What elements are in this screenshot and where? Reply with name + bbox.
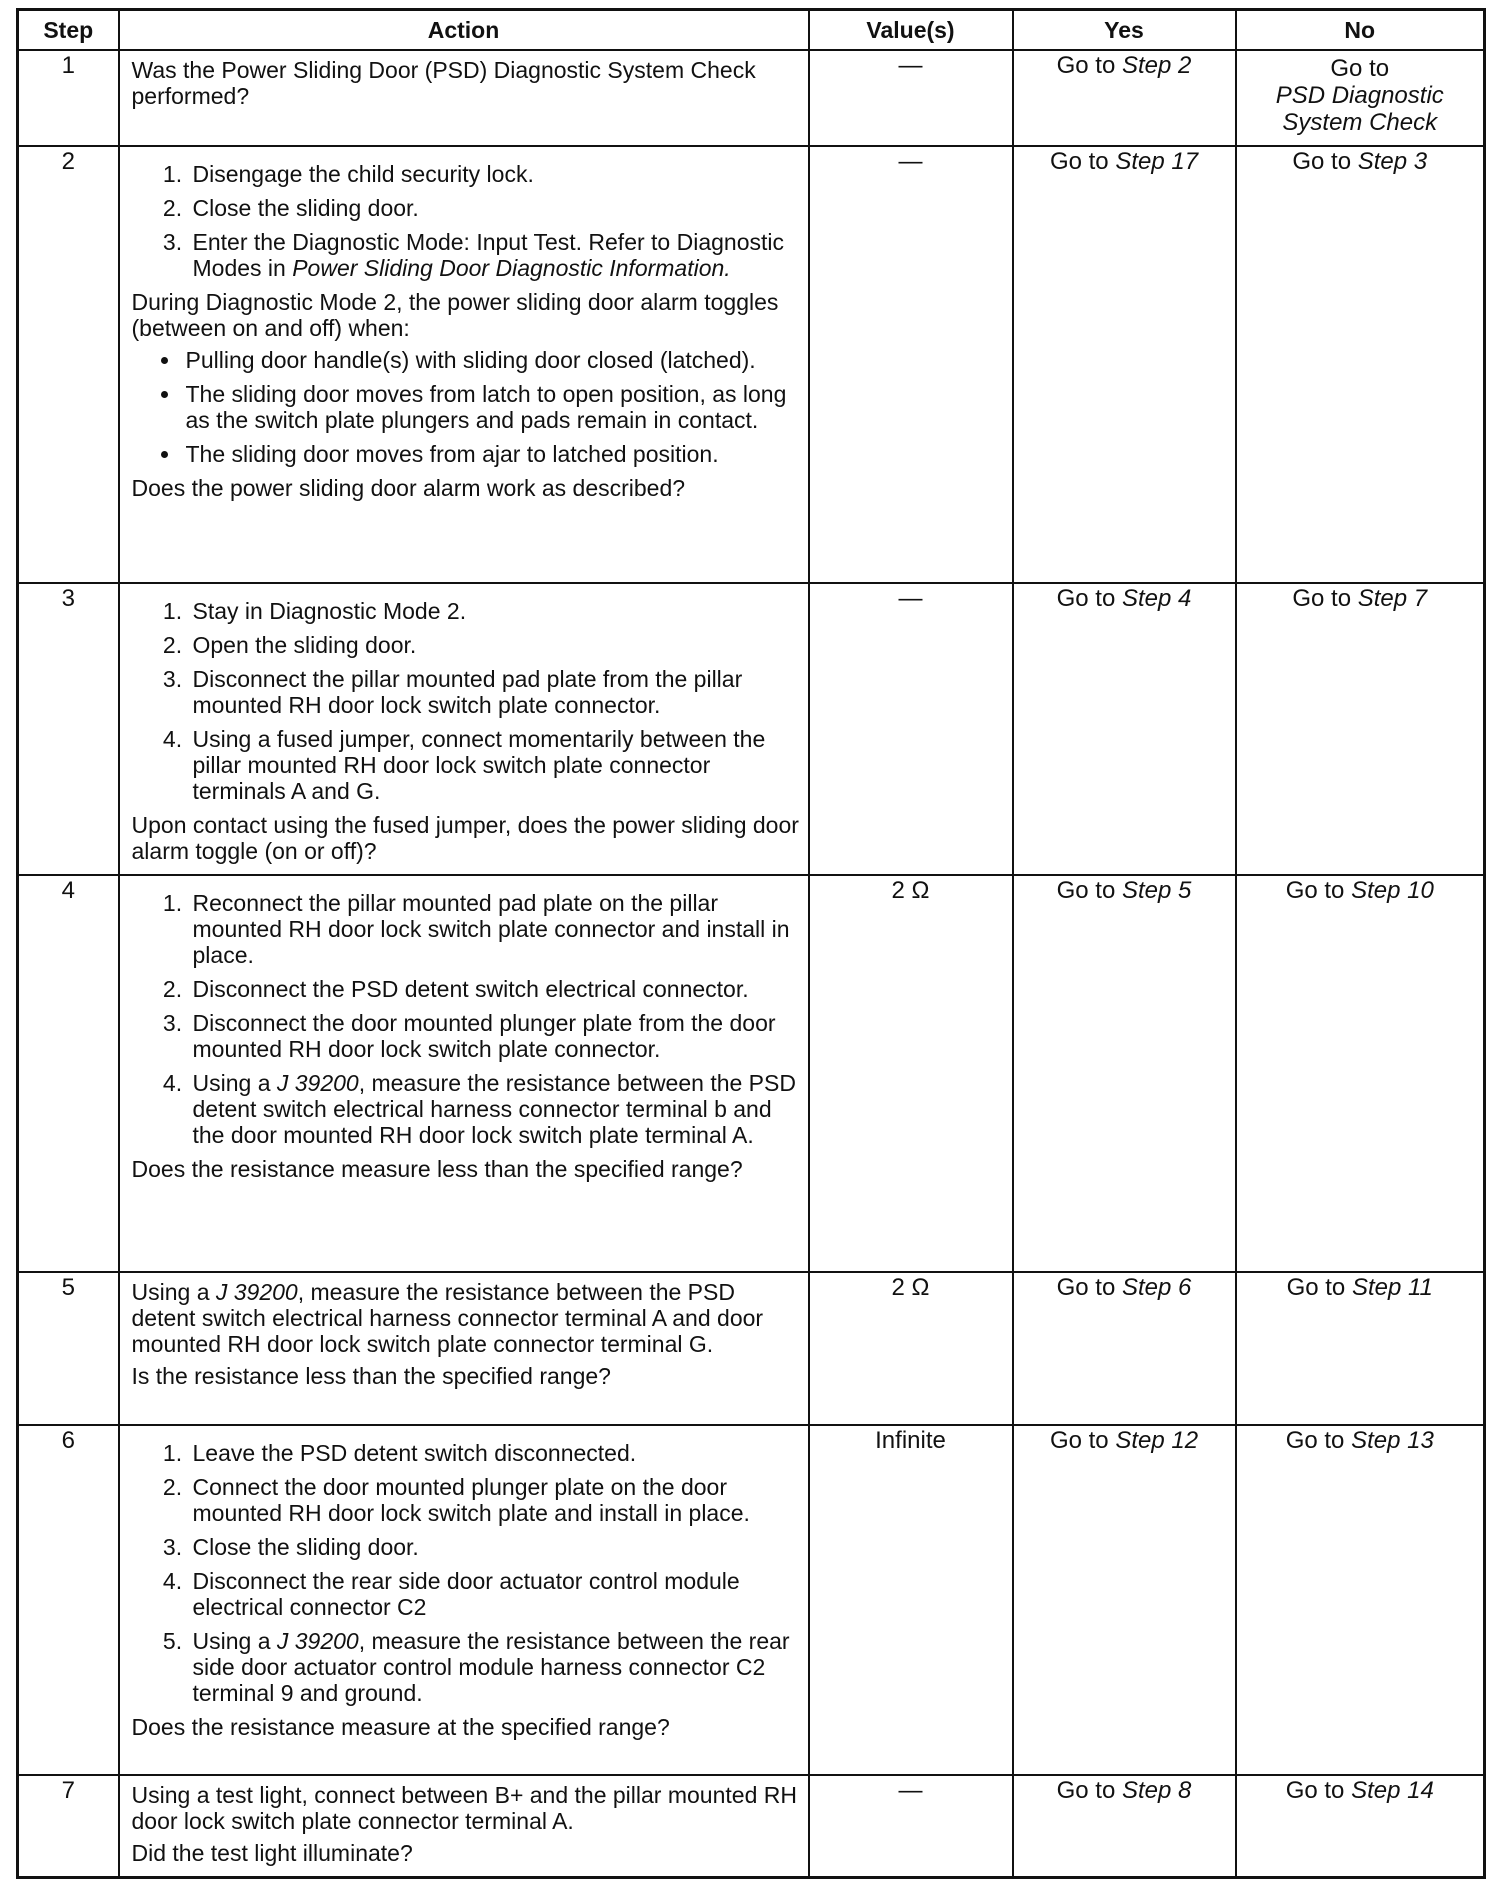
yes-cell: [1013, 583, 1236, 875]
action-step: 5. Using a J 39200, measure the resistance between the rear side door actuator control module harness connector C2 terminal 9 and ground.: [189, 1628, 802, 1706]
action-steps: [132, 1440, 802, 1706]
action-question: Upon contact using the fused jumper, does the power sliding door alarm toggle (on or off)?: [131, 812, 799, 864]
tool-name: J 39200: [215, 1279, 298, 1305]
goto-prefix: Go to: [1286, 1274, 1346, 1301]
action-cell: [119, 583, 809, 875]
yes-target: Step 17: [1115, 148, 1199, 175]
table-row: [18, 583, 1485, 875]
table-row: [18, 1272, 1485, 1425]
action-intro: During Diagnostic Mode 2, the power sliding door alarm toggles (between on and off) when:: [131, 289, 779, 341]
no-target: Step 13: [1351, 1427, 1434, 1454]
tool-name: J 39200: [276, 1628, 359, 1654]
action-steps: [132, 598, 802, 804]
value-cell: Infinite: [809, 1425, 1013, 1775]
action-step: 3. Disconnect the door mounted plunger plate from the door mounted RH door lock switch plate connector.: [189, 1010, 802, 1062]
table-row: [18, 50, 1485, 146]
yes-target: Step 12: [1115, 1427, 1199, 1454]
value-cell: 2 Ω: [809, 1272, 1013, 1425]
goto-prefix: Go to: [1292, 148, 1352, 175]
action-step: 3. Disconnect the pillar mounted pad plate from the pillar mounted RH door lock switch plate connector.: [189, 666, 802, 718]
yes-cell: [1013, 1775, 1236, 1878]
no-cell: [1236, 875, 1485, 1272]
step-number: 3: [18, 583, 119, 875]
yes-cell: [1013, 875, 1236, 1272]
action-bullet: • The sliding door moves from latch to open position, as long as the switch plate plungers and pads remain in contact.: [182, 381, 802, 433]
action-steps: [132, 161, 802, 281]
action-step: 3. Enter the Diagnostic Mode: Input Test. Refer to Diagnostic Modes in Power Sliding Door Diagnostic Information.: [189, 229, 802, 281]
no-target: Step 3: [1357, 148, 1428, 175]
action-question: Does the power sliding door alarm work as described?: [131, 475, 686, 501]
yes-cell: [1013, 146, 1236, 583]
action-step: 3. Close the sliding door.: [189, 1534, 802, 1560]
no-target-line1: PSD Diagnostic: [1275, 82, 1444, 109]
yes-target: Step 2: [1121, 52, 1192, 79]
action-step: 1. Leave the PSD detent switch disconnected.: [189, 1440, 802, 1466]
no-cell: [1236, 146, 1485, 583]
no-cell: [1236, 1272, 1485, 1425]
action-cell: [119, 146, 809, 583]
goto-prefix: Go to: [1056, 877, 1116, 904]
reference-title: Power Sliding Door Diagnostic Information.: [292, 255, 731, 281]
value-cell: —: [809, 1775, 1013, 1878]
action-cell: [119, 1272, 809, 1425]
action-step: 2. Disconnect the PSD detent switch electrical connector.: [189, 976, 802, 1002]
table-row: [18, 1425, 1485, 1775]
header-row: [18, 10, 1485, 51]
action-bullets: [132, 347, 802, 467]
action-question: Was the Power Sliding Door (PSD) Diagnostic System Check performed?: [131, 57, 756, 109]
yes-cell: [1013, 50, 1236, 146]
step-number: 1: [18, 50, 119, 146]
step-number: 7: [18, 1775, 119, 1878]
value-cell: —: [809, 583, 1013, 875]
table-row: [18, 146, 1485, 583]
step-number: 4: [18, 875, 119, 1272]
step-number: 5: [18, 1272, 119, 1425]
no-target: Step 11: [1351, 1274, 1433, 1301]
goto-prefix: Go to: [1049, 148, 1109, 175]
action-step: 1. Stay in Diagnostic Mode 2.: [189, 598, 802, 624]
action-question: Does the resistance measure less than the specified range?: [131, 1156, 743, 1182]
table-row: [18, 875, 1485, 1272]
goto-prefix: Go to: [1049, 1427, 1109, 1454]
goto-prefix: Go to: [1285, 1777, 1345, 1804]
action-question: Did the test light illuminate?: [131, 1840, 413, 1866]
action-cell: [119, 50, 809, 146]
no-cell: [1236, 50, 1485, 146]
yes-cell: [1013, 1272, 1236, 1425]
goto-prefix: Go to: [1056, 1274, 1116, 1301]
action-bullet: • The sliding door moves from ajar to latched position.: [182, 441, 802, 467]
action-step: 1. Disengage the child security lock.: [189, 161, 802, 187]
table-row: [18, 1775, 1485, 1878]
step-number: 2: [18, 146, 119, 583]
goto-prefix: Go to: [1285, 877, 1345, 904]
no-target: Step 10: [1351, 877, 1434, 904]
action-question: Is the resistance less than the specified range?: [131, 1363, 611, 1389]
action-question: Does the resistance measure at the specified range?: [131, 1714, 670, 1740]
action-steps: [132, 890, 802, 1148]
action-step: 2. Open the sliding door.: [189, 632, 802, 658]
action-cell: [119, 875, 809, 1272]
action-cell: [119, 1425, 809, 1775]
action-bullet: • Pulling door handle(s) with sliding door closed (latched).: [182, 347, 802, 373]
tool-name: J 39200: [276, 1070, 359, 1096]
no-target: Step 7: [1357, 585, 1428, 612]
action-step: 1. Reconnect the pillar mounted pad plate on the pillar mounted RH door lock switch plate connector and install in place.: [189, 890, 802, 968]
yes-cell: [1013, 1425, 1236, 1775]
goto-prefix: Go to: [1292, 585, 1352, 612]
no-cell: [1236, 1425, 1485, 1775]
no-target: Step 14: [1351, 1777, 1434, 1804]
diagnostic-table: [16, 8, 1486, 1879]
goto-prefix: Go to: [1330, 55, 1390, 82]
goto-prefix: Go to: [1285, 1427, 1345, 1454]
goto-prefix: Go to: [1056, 585, 1116, 612]
yes-target: Step 8: [1121, 1777, 1192, 1804]
no-cell: [1236, 1775, 1485, 1878]
header-no: No: [1236, 10, 1485, 51]
no-target-line2: System Check: [1282, 109, 1438, 136]
yes-target: Step 5: [1121, 877, 1192, 904]
value-cell: —: [809, 50, 1013, 146]
value-cell: —: [809, 146, 1013, 583]
value-cell: 2 Ω: [809, 875, 1013, 1272]
no-cell: [1236, 583, 1485, 875]
action-step: 4. Disconnect the rear side door actuator control module electrical connector C2: [189, 1568, 802, 1620]
action-step: 2. Close the sliding door.: [189, 195, 802, 221]
action-text: Using a test light, connect between B+ and the pillar mounted RH door lock switch plate connector terminal A.: [131, 1782, 797, 1834]
header-yes: Yes: [1013, 10, 1236, 51]
yes-target: Step 4: [1121, 585, 1192, 612]
action-text: Using a J 39200, measure the resistance between the PSD detent switch electrical harness connector terminal A and door mounted RH door lock switch plate connector terminal G.: [131, 1279, 764, 1357]
action-step: 4. Using a J 39200, measure the resistance between the PSD detent switch electrical harness connector terminal b and the door mounted RH door lock switch plate terminal A.: [189, 1070, 802, 1148]
action-step: 2. Connect the door mounted plunger plate on the door mounted RH door lock switch plate and install in place.: [189, 1474, 802, 1526]
step-number: 6: [18, 1425, 119, 1775]
action-step: 4. Using a fused jumper, connect momentarily between the pillar mounted RH door lock switch plate connector terminals A and G.: [189, 726, 802, 804]
goto-prefix: Go to: [1056, 1777, 1116, 1804]
action-cell: [119, 1775, 809, 1878]
header-action: Action: [119, 10, 809, 51]
header-values: Value(s): [809, 10, 1013, 51]
header-step: Step: [18, 10, 119, 51]
yes-target: Step 6: [1121, 1274, 1192, 1301]
goto-prefix: Go to: [1056, 52, 1116, 79]
